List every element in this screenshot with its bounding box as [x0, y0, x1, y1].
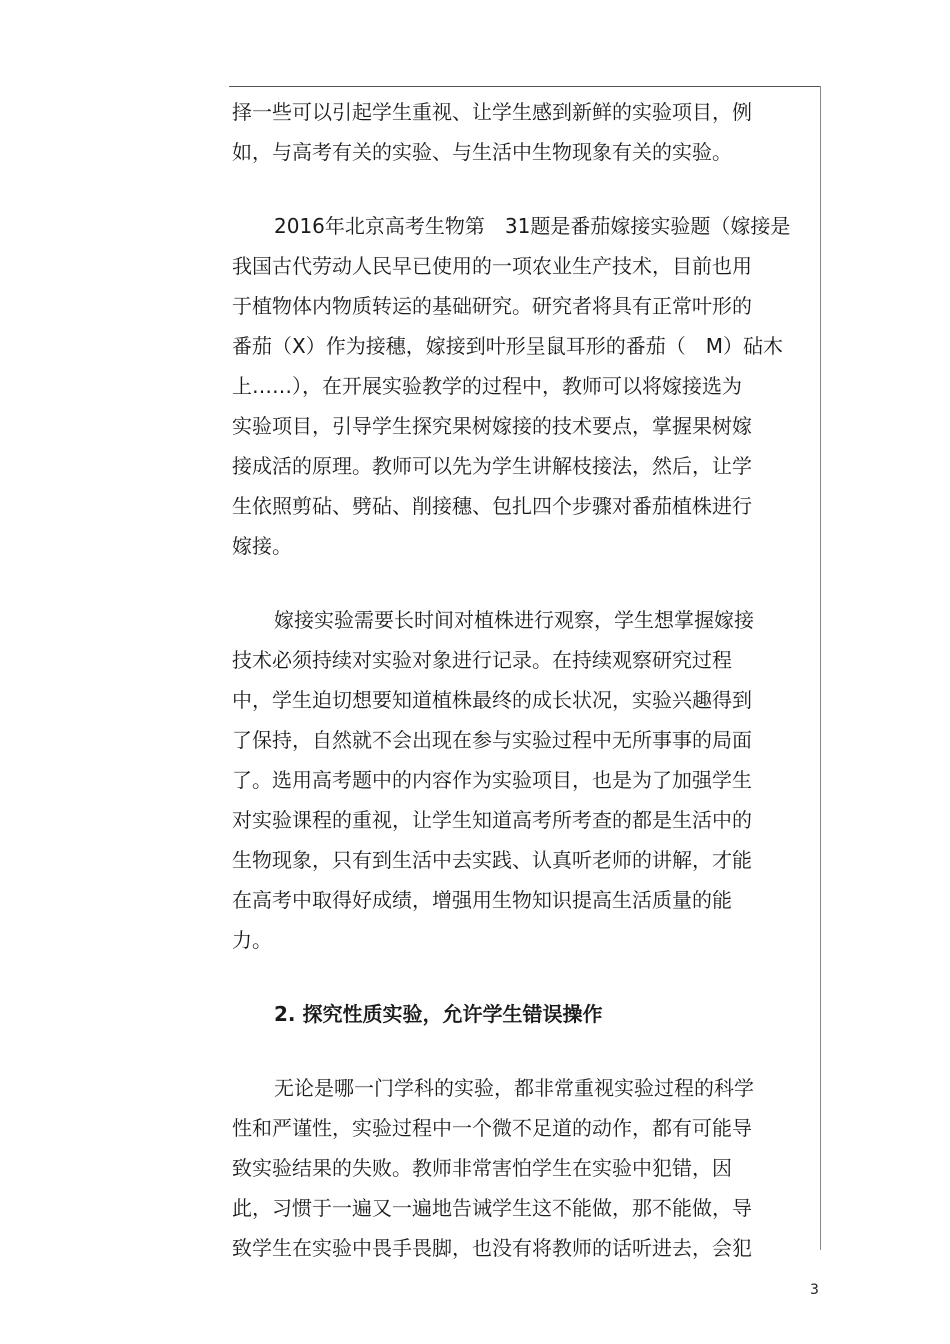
- text-line: 了。选用高考题中的内容作为实验项目，也是为了加强学生: [232, 768, 752, 792]
- text-line: 此，习惯于一遍又一遍地告诫学生这不能做，那不能做，导: [232, 1196, 752, 1220]
- paragraph-gap: [232, 172, 810, 206]
- text-line: 在高考中取得好成绩，增强用生物知识提高生活质量的能: [232, 888, 732, 912]
- page-body: [232, 92, 810, 1268]
- text-line: 接成活的原理。教师可以先为学生讲解枝接法，然后，让学: [232, 454, 752, 478]
- paragraph-gap: [232, 960, 810, 994]
- section-heading: 2. 探究性质实验，允许学生错误操作: [274, 1002, 603, 1026]
- text-line: 嫁接实验需要长时间对植株进行观察，学生想掌握嫁接: [274, 608, 754, 632]
- text-line: 嫁接。: [232, 534, 292, 558]
- paragraph-exploration: [232, 1068, 810, 1268]
- text-line: 我国古代劳动人民早已使用的一项农业生产技术，目前也用: [232, 254, 752, 278]
- page-number: 3: [810, 1282, 819, 1298]
- text-line: 生依照剪砧、劈砧、削接穗、包扎四个步骤对番茄植株进行: [232, 494, 752, 518]
- text-line: 无论是哪一门学科的实验，都非常重视实验过程的科学: [274, 1076, 754, 1100]
- paragraph-grafting-example: [232, 206, 810, 566]
- text-line: 性和严谨性，实验过程中一个微不足道的动作，都有可能导: [232, 1116, 752, 1140]
- paragraph-gap: [232, 1034, 810, 1068]
- paragraph-observation: [232, 600, 810, 960]
- text-line: 实验项目，引导学生探究果树嫁接的技术要点，掌握果树嫁: [232, 414, 752, 438]
- text-line: 致实验结果的失败。教师非常害怕学生在实验中犯错，因: [232, 1156, 732, 1180]
- text-line: 了保持，自然就不会出现在参与实验过程中无所事事的局面: [232, 728, 752, 752]
- text-line: 生物现象，只有到生活中去实践、认真听老师的讲解，才能: [232, 848, 752, 872]
- text-line: 择一些可以引起学生重视、让学生感到新鲜的实验项目，例: [232, 100, 752, 124]
- text-line: 于植物体内物质转运的基础研究。研究者将具有正常叶形的: [232, 294, 752, 318]
- text-line: 中，学生迫切想要知道植株最终的成长状况，实验兴趣得到: [232, 688, 752, 712]
- text-line: 番茄（X）作为接穗，嫁接到叶形呈鼠耳形的番茄（ M）砧木: [232, 334, 783, 358]
- text-line: 对实验课程的重视，让学生知道高考所考查的都是生活中的: [232, 808, 752, 832]
- text-line: 如，与高考有关的实验、与生活中生物现象有关的实验。: [232, 140, 732, 164]
- paragraph-continuation: [232, 92, 810, 172]
- text-line: 2016年北京高考生物第 31题是番茄嫁接实验题（嫁接是: [274, 214, 791, 238]
- text-line: 上……），在开展实验教学的过程中，教师可以将嫁接选为: [232, 374, 742, 398]
- paragraph-gap: [232, 566, 810, 600]
- text-line: 致学生在实验中畏手畏脚，也没有将教师的话听进去，会犯: [232, 1236, 752, 1260]
- text-line: 技术必须持续对实验对象进行记录。在持续观察研究过程: [232, 648, 732, 672]
- header-rule: [229, 86, 821, 87]
- margin-rule: [820, 86, 821, 1250]
- text-line: 力。: [232, 928, 272, 952]
